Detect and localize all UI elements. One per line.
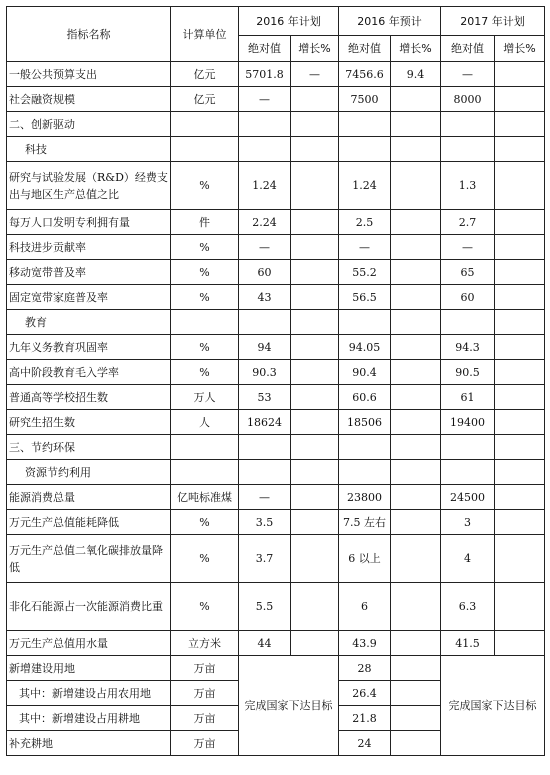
row-indicator-name: 万元生产总值用水量: [7, 631, 171, 656]
table-row-land: [7, 656, 545, 681]
row-unit: %: [171, 535, 239, 583]
row-plan-2017-absolute: [441, 435, 495, 460]
table-row: [7, 285, 545, 310]
row-forecast-2016-absolute: 90.4: [339, 360, 391, 385]
table-row: [7, 62, 545, 87]
row-forecast-2016-growth: [391, 310, 441, 335]
row-plan-2016-absolute: 18624: [239, 410, 291, 435]
row-plan-2017-growth: [495, 62, 545, 87]
row-plan-2016-growth: [291, 410, 339, 435]
row-plan-2016-absolute: 3.5: [239, 510, 291, 535]
row-indicator-name: 普通高等学校招生数: [7, 385, 171, 410]
table-row: [7, 510, 545, 535]
row-forecast-2016-growth: [391, 410, 441, 435]
row-forecast-2016-absolute: 28: [339, 656, 391, 681]
header-absolute-2017-plan: 绝对值: [441, 36, 495, 62]
row-forecast-2016-absolute: 7.5 左右: [339, 510, 391, 535]
row-unit: %: [171, 510, 239, 535]
row-plan-2017-absolute: 24500: [441, 485, 495, 510]
row-plan-2016-growth: [291, 360, 339, 385]
row-unit: %: [171, 285, 239, 310]
row-plan-2016-growth: [291, 87, 339, 112]
table-row: [7, 210, 545, 235]
row-forecast-2016-absolute: [339, 112, 391, 137]
row-forecast-2016-growth: [391, 631, 441, 656]
row-indicator-name: 研究生招生数: [7, 410, 171, 435]
row-forecast-2016-growth: [391, 112, 441, 137]
row-forecast-2016-growth: [391, 583, 441, 631]
row-plan-2017-growth: [495, 385, 545, 410]
row-plan-2016-absolute: 3.7: [239, 535, 291, 583]
row-plan-2016-absolute: —: [239, 235, 291, 260]
row-unit: %: [171, 162, 239, 210]
row-plan-2016-growth: [291, 335, 339, 360]
row-forecast-2016-growth: [391, 335, 441, 360]
row-plan-2017-growth: [495, 510, 545, 535]
row-indicator-name: 万元生产总值能耗降低: [7, 510, 171, 535]
row-plan-2017-growth: [495, 260, 545, 285]
row-plan-2016-absolute: [239, 435, 291, 460]
row-forecast-2016-absolute: [339, 310, 391, 335]
row-unit: %: [171, 260, 239, 285]
row-plan-2016-absolute: 60: [239, 260, 291, 285]
row-plan-2016-growth: [291, 260, 339, 285]
row-unit: 万亩: [171, 706, 239, 731]
row-plan-2017-growth: [495, 535, 545, 583]
row-plan-2017-absolute: 65: [441, 260, 495, 285]
row-indicator-name: 研究与试验发展（R&D）经费支出与地区生产总值之比: [7, 162, 171, 210]
row-plan-2017-growth: [495, 485, 545, 510]
row-forecast-2016-absolute: 55.2: [339, 260, 391, 285]
row-plan-2016-absolute: 44: [239, 631, 291, 656]
table-row: [7, 162, 545, 210]
row-plan-2017-absolute: —: [441, 235, 495, 260]
row-forecast-2016-growth: [391, 137, 441, 162]
row-indicator-name: 资源节约利用: [7, 460, 171, 485]
row-plan-2017-absolute: 4: [441, 535, 495, 583]
row-plan-2016-absolute: 43: [239, 285, 291, 310]
row-indicator-name: 固定宽带家庭普及率: [7, 285, 171, 310]
row-plan-2017-growth: [495, 360, 545, 385]
row-unit: %: [171, 235, 239, 260]
row-plan-2016-growth: [291, 510, 339, 535]
row-plan-2017-growth: [495, 410, 545, 435]
row-plan-2017-growth: [495, 460, 545, 485]
row-unit: 万亩: [171, 656, 239, 681]
row-plan-2017-growth: [495, 235, 545, 260]
table-row: [7, 112, 545, 137]
row-forecast-2016-absolute: 2.5: [339, 210, 391, 235]
row-unit: [171, 460, 239, 485]
table-row: [7, 235, 545, 260]
table-row: [7, 583, 545, 631]
row-plan-2017-absolute: 19400: [441, 410, 495, 435]
row-unit: %: [171, 583, 239, 631]
row-forecast-2016-absolute: 56.5: [339, 285, 391, 310]
header-indicator-name: 指标名称: [7, 7, 171, 62]
row-plan-2017-absolute: [441, 137, 495, 162]
row-unit: [171, 310, 239, 335]
row-plan-2016-growth: [291, 285, 339, 310]
row-indicator-name: 社会融资规模: [7, 87, 171, 112]
row-plan-2016-absolute: 53: [239, 385, 291, 410]
row-plan-2016-absolute: 5701.8: [239, 62, 291, 87]
row-plan-2017-absolute: 41.5: [441, 631, 495, 656]
row-plan-2016-growth: [291, 235, 339, 260]
row-forecast-2016-absolute: 26.4: [339, 681, 391, 706]
table-row: [7, 631, 545, 656]
row-plan-2017-absolute: [441, 310, 495, 335]
row-forecast-2016-growth: [391, 681, 441, 706]
row-forecast-2016-growth: [391, 706, 441, 731]
row-indicator-name: 非化石能源占一次能源消费比重: [7, 583, 171, 631]
row-indicator-name: 高中阶段教育毛入学率: [7, 360, 171, 385]
row-plan-2016-absolute: [239, 112, 291, 137]
row-unit: [171, 112, 239, 137]
row-plan-2016-absolute: 94: [239, 335, 291, 360]
row-plan-2017-absolute: 3: [441, 510, 495, 535]
header-forecast-2016: 2016 年预计: [339, 7, 441, 36]
row-indicator-name: 一般公共预算支出: [7, 62, 171, 87]
row-plan-2017-absolute: 8000: [441, 87, 495, 112]
row-indicator-name: 其中：新增建设占用耕地: [7, 706, 171, 731]
row-plan-2016-growth: [291, 485, 339, 510]
row-forecast-2016-growth: [391, 235, 441, 260]
row-plan-2016-absolute: [239, 137, 291, 162]
table-row: [7, 87, 545, 112]
row-plan-2017-growth: [495, 583, 545, 631]
header-growth-2017-plan: 增长%: [495, 36, 545, 62]
table-row: [7, 335, 545, 360]
row-forecast-2016-growth: [391, 285, 441, 310]
row-plan-2016-absolute: 1.24: [239, 162, 291, 210]
table-row: [7, 460, 545, 485]
header-absolute-2016-plan: 绝对值: [239, 36, 291, 62]
table-row: [7, 535, 545, 583]
row-forecast-2016-growth: [391, 435, 441, 460]
row-forecast-2016-absolute: 18506: [339, 410, 391, 435]
indicator-table: [6, 6, 545, 756]
row-plan-2017-growth: [495, 285, 545, 310]
row-indicator-name: 科技: [7, 137, 171, 162]
row-indicator-name: 能源消费总量: [7, 485, 171, 510]
row-plan-2017-absolute: 60: [441, 285, 495, 310]
table-row: [7, 435, 545, 460]
row-plan-2017-growth: [495, 137, 545, 162]
row-plan-2016-growth: [291, 162, 339, 210]
table-row: [7, 485, 545, 510]
row-forecast-2016-absolute: [339, 137, 391, 162]
row-plan-2017-growth: [495, 435, 545, 460]
row-unit: 人: [171, 410, 239, 435]
header-plan-2017: 2017 年计划: [441, 7, 545, 36]
row-plan-2016-growth: [291, 310, 339, 335]
row-forecast-2016-growth: [391, 460, 441, 485]
header-growth-2016-forecast: 增长%: [391, 36, 441, 62]
row-unit: 亿吨标准煤: [171, 485, 239, 510]
row-forecast-2016-growth: [391, 510, 441, 535]
row-plan-2016-growth: [291, 210, 339, 235]
row-unit: 件: [171, 210, 239, 235]
table-row: [7, 310, 545, 335]
header-unit: 计算单位: [171, 7, 239, 62]
row-plan-2017-growth: [495, 631, 545, 656]
row-forecast-2016-absolute: [339, 435, 391, 460]
row-plan-2017-absolute: 94.3: [441, 335, 495, 360]
row-plan-2016-growth: [291, 631, 339, 656]
row-plan-2016-absolute: —: [239, 485, 291, 510]
row-unit: %: [171, 360, 239, 385]
row-plan-2017-growth: [495, 112, 545, 137]
row-plan-2016-growth: [291, 535, 339, 583]
row-plan-2017-absolute: [441, 460, 495, 485]
row-unit: %: [171, 335, 239, 360]
header-plan-2016: 2016 年计划: [239, 7, 339, 36]
row-forecast-2016-absolute: 7500: [339, 87, 391, 112]
row-plan-2016-growth: [291, 583, 339, 631]
merged-plan-2016-target: 完成国家下达目标: [239, 656, 339, 756]
row-forecast-2016-growth: [391, 87, 441, 112]
row-unit: 万亩: [171, 731, 239, 756]
row-forecast-2016-absolute: 43.9: [339, 631, 391, 656]
row-plan-2017-growth: [495, 87, 545, 112]
header-growth-2016-plan: 增长%: [291, 36, 339, 62]
row-plan-2016-growth: —: [291, 62, 339, 87]
row-forecast-2016-growth: [391, 535, 441, 583]
row-forecast-2016-absolute: [339, 460, 391, 485]
row-plan-2017-absolute: 90.5: [441, 360, 495, 385]
table-row: [7, 410, 545, 435]
row-unit: 立方米: [171, 631, 239, 656]
row-unit: [171, 137, 239, 162]
row-unit: 亿元: [171, 62, 239, 87]
row-forecast-2016-absolute: 60.6: [339, 385, 391, 410]
row-unit: 亿元: [171, 87, 239, 112]
row-indicator-name: 每万人口发明专利拥有量: [7, 210, 171, 235]
row-forecast-2016-absolute: 6 以上: [339, 535, 391, 583]
row-plan-2017-growth: [495, 335, 545, 360]
row-plan-2017-absolute: —: [441, 62, 495, 87]
row-indicator-name: 其中：新增建设占用农用地: [7, 681, 171, 706]
row-forecast-2016-growth: [391, 385, 441, 410]
row-plan-2016-absolute: [239, 460, 291, 485]
header-absolute-2016-forecast: 绝对值: [339, 36, 391, 62]
row-unit: 万亩: [171, 681, 239, 706]
row-forecast-2016-growth: [391, 731, 441, 756]
row-plan-2016-growth: [291, 112, 339, 137]
merged-plan-2017-target: 完成国家下达目标: [441, 656, 545, 756]
row-plan-2017-growth: [495, 210, 545, 235]
row-indicator-name: 移动宽带普及率: [7, 260, 171, 285]
row-plan-2017-absolute: 1.3: [441, 162, 495, 210]
row-plan-2017-absolute: 6.3: [441, 583, 495, 631]
row-forecast-2016-absolute: 94.05: [339, 335, 391, 360]
row-plan-2016-growth: [291, 137, 339, 162]
table-row: [7, 385, 545, 410]
row-plan-2016-absolute: 5.5: [239, 583, 291, 631]
row-plan-2016-growth: [291, 435, 339, 460]
row-unit: 万人: [171, 385, 239, 410]
row-indicator-name: 二、创新驱动: [7, 112, 171, 137]
row-forecast-2016-absolute: 1.24: [339, 162, 391, 210]
row-forecast-2016-growth: [391, 162, 441, 210]
row-plan-2017-absolute: 2.7: [441, 210, 495, 235]
row-plan-2017-growth: [495, 310, 545, 335]
header-row-1: [7, 7, 545, 36]
row-forecast-2016-growth: [391, 210, 441, 235]
row-plan-2017-growth: [495, 162, 545, 210]
row-forecast-2016-growth: [391, 485, 441, 510]
row-indicator-name: 补充耕地: [7, 731, 171, 756]
row-plan-2017-absolute: 61: [441, 385, 495, 410]
row-plan-2016-absolute: 90.3: [239, 360, 291, 385]
row-plan-2016-absolute: [239, 310, 291, 335]
row-indicator-name: 新增建设用地: [7, 656, 171, 681]
row-indicator-name: 科技进步贡献率: [7, 235, 171, 260]
row-indicator-name: 教育: [7, 310, 171, 335]
row-forecast-2016-absolute: 23800: [339, 485, 391, 510]
row-forecast-2016-absolute: 24: [339, 731, 391, 756]
row-plan-2016-growth: [291, 460, 339, 485]
table-row: [7, 137, 545, 162]
row-unit: [171, 435, 239, 460]
row-forecast-2016-absolute: —: [339, 235, 391, 260]
row-indicator-name: 三、节约环保: [7, 435, 171, 460]
row-plan-2016-absolute: —: [239, 87, 291, 112]
table-row: [7, 360, 545, 385]
row-forecast-2016-growth: [391, 656, 441, 681]
row-plan-2016-growth: [291, 385, 339, 410]
row-plan-2017-absolute: [441, 112, 495, 137]
row-indicator-name: 万元生产总值二氧化碳排放量降低: [7, 535, 171, 583]
table-row: [7, 260, 545, 285]
row-forecast-2016-growth: [391, 360, 441, 385]
row-forecast-2016-absolute: 6: [339, 583, 391, 631]
row-plan-2016-absolute: 2.24: [239, 210, 291, 235]
row-forecast-2016-growth: 9.4: [391, 62, 441, 87]
row-indicator-name: 九年义务教育巩固率: [7, 335, 171, 360]
row-forecast-2016-absolute: 7456.6: [339, 62, 391, 87]
row-forecast-2016-absolute: 21.8: [339, 706, 391, 731]
row-forecast-2016-growth: [391, 260, 441, 285]
